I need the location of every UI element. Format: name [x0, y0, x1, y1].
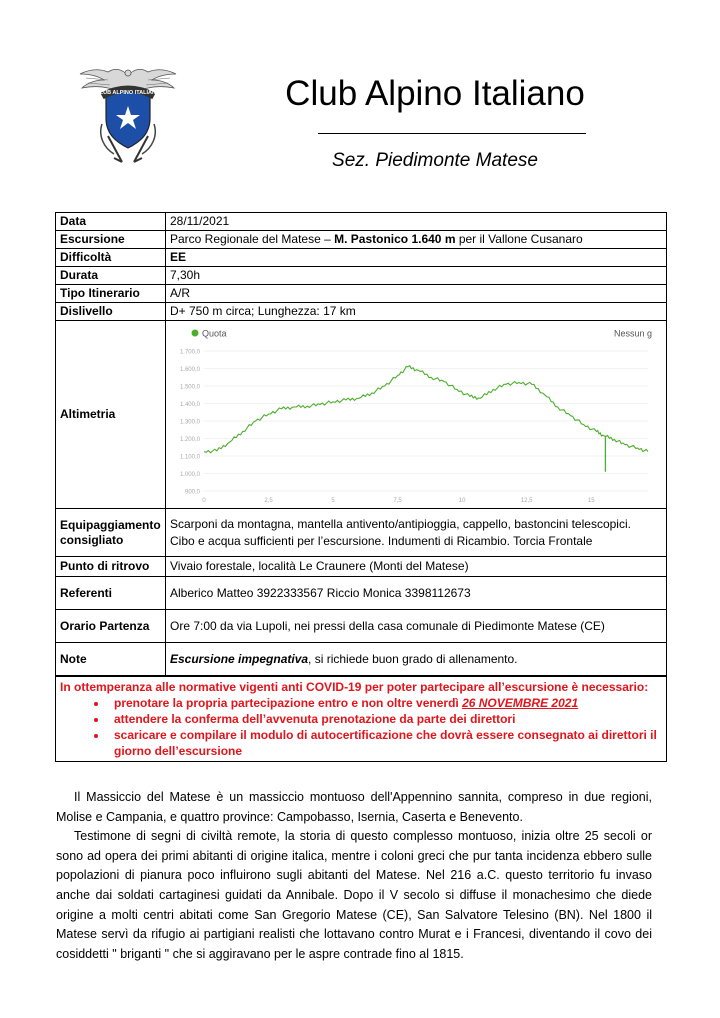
y-tick-label: 1.000,0 [179, 472, 200, 478]
label-difficolta: Difficoltà [56, 249, 166, 267]
escursione-pre: Parco Regionale del Matese – [170, 232, 335, 246]
row-durata [56, 267, 667, 285]
y-tick-label: 1.100,0 [179, 454, 200, 461]
label-ritrovo: Punto di ritrovo [56, 557, 166, 577]
row-referenti [56, 577, 667, 610]
legend-label: Quota [202, 328, 227, 339]
escursione-post: per il Vallone Cusanaro [455, 232, 583, 246]
note-italic: Escursione impegnativa [170, 651, 309, 666]
label-orario: Orario Partenza [56, 610, 166, 643]
paragraph-1: Il Massiccio del Matese è un massiccio montuoso dell'Appennino sannita, compreso in due regioni, Molise e Campania, e quattro province: Campobasso, Isernia, Caserta e Benevento. [56, 790, 652, 824]
covid-notice [55, 676, 667, 762]
row-dislivello [56, 303, 667, 321]
x-tick-label: 12,5 [520, 498, 533, 504]
y-tick-label: 1.500,0 [179, 384, 200, 391]
title-divider [318, 133, 586, 134]
label-data: Data [56, 213, 166, 231]
logo-text: CLUB ALPINO ITALIANO [95, 90, 161, 96]
label-note: Note [56, 643, 166, 676]
value-referenti: Alberico Matteo 3922333567 Riccio Monica 3398112673 [166, 577, 667, 610]
equip-line2: Cibo e acqua sufficienti per l’escursione. Indumenti di Ricambio. Torcia Frontale [170, 533, 593, 548]
label-dislivello: Dislivello [56, 303, 166, 321]
info-table [55, 212, 667, 676]
y-tick-label: 1.400,0 [179, 402, 200, 408]
page-title: Club Alpino Italiano [285, 74, 585, 113]
value-data: 28/11/2021 [166, 213, 667, 231]
covid-item-3: • scaricare e compilare il modulo di autocertificazione che dovrà essere consegnato ai direttori il giorno dell’escursione [108, 727, 662, 759]
series-line-quota [204, 366, 648, 453]
row-orario [56, 610, 667, 643]
value-orario: Ore 7:00 da via Lupoli, nei pressi della casa comunale di Piedimonte Matese (CE) [166, 610, 667, 643]
y-tick-label: 900,0 [184, 489, 200, 496]
value-equipaggiamento [166, 509, 667, 557]
altimetria-chart-cell [166, 321, 667, 509]
covid-item-2: • attendere la conferma dell’avvenuta prenotazione da parte dei direttori [108, 711, 662, 727]
x-tick-label: 7,5 [393, 498, 402, 504]
legend-marker-icon [192, 330, 199, 337]
y-tick-label: 1.300,0 [179, 419, 200, 426]
x-tick-label: 10 [458, 498, 466, 504]
label-durata: Durata [56, 267, 166, 285]
equip-line1: Scarponi da montagna, mantella antivento/antipioggia, cappello, bastoncini telescopici. [170, 516, 631, 531]
y-tick-label: 1.600,0 [179, 367, 200, 373]
covid-item-1-text: prenotare la propria partecipazione entro e non oltre venerdì [114, 696, 463, 710]
value-ritrovo: Vivaio forestale, località Le Craunere (Monti del Matese) [166, 557, 667, 577]
x-tick-label: 2,5 [264, 498, 273, 504]
x-tick-label: 15 [587, 498, 595, 504]
row-tipo [56, 285, 667, 303]
value-difficolta: EE [166, 249, 667, 267]
covid-heading: In ottemperanza alle normative vigenti anti COVID-19 per poter partecipare all’escursione è necessario: [60, 680, 649, 694]
value-dislivello: D+ 750 m circa; Lunghezza: 17 km [166, 303, 667, 321]
row-ritrovo [56, 557, 667, 577]
covid-deadline: 26 NOVEMBRE 2021 [462, 696, 579, 710]
value-note [166, 643, 667, 676]
description-text [56, 788, 652, 964]
covid-item-1 [108, 695, 662, 711]
row-equipaggiamento [56, 509, 667, 557]
note-post: , si richiede buon grado di allenamento. [308, 651, 518, 666]
value-escursione [166, 231, 667, 249]
paragraph-2: Testimone di segni di civiltà remote, la storia di questo complesso montuoso, inizia oltre 25 secoli or sono ad opera dei primi abitanti di origine italica, mentre i coloni greci che pur tanta incidenza ebbero sulle popolazioni di pianura poco influirono sugli abitanti del Matese. Nel 216 a.C. questo territorio fu invaso anche dai soldati cartaginesi guidati da Annibale. Dopo il V secolo si diffuse il monachesimo che diede origine a molti centri abitati come San Gregorio Matese (CE), San Salvatore Telesino (BN). Nel 1800 il Matese servì da rifugio ai partigiani realisti che lottavano contro Murat e i Francesi, diventando il covo dei cosiddetti " briganti " che si aggiravano per le aspre contrade fino al 1815. [56, 829, 652, 961]
row-data [56, 213, 667, 231]
x-tick-label: 5 [331, 498, 335, 504]
cai-logo [78, 62, 178, 170]
label-referenti: Referenti [56, 577, 166, 610]
row-escursione [56, 231, 667, 249]
escursione-bold: M. Pastonico 1.640 m [334, 232, 456, 246]
label-altimetria: Altimetria [56, 321, 166, 509]
row-note [56, 643, 667, 676]
covid-list [60, 695, 662, 759]
page-subtitle: Sez. Piedimonte Matese [332, 150, 538, 171]
label-escursione: Escursione [56, 231, 166, 249]
y-tick-label: 1.200,0 [179, 437, 200, 443]
value-durata: 7,30h [166, 267, 667, 285]
legend-right-label: Nessun g [613, 328, 652, 339]
elevation-chart [166, 321, 666, 504]
value-tipo: A/R [166, 285, 667, 303]
label-tipo: Tipo Itinerario [56, 285, 166, 303]
y-tick-label: 1.700,0 [179, 349, 200, 356]
row-difficolta [56, 249, 667, 267]
x-tick-label: 0 [202, 498, 206, 504]
label-equipaggiamento: Equipaggiamento consigliato [56, 509, 166, 557]
row-altimetria [56, 321, 667, 509]
